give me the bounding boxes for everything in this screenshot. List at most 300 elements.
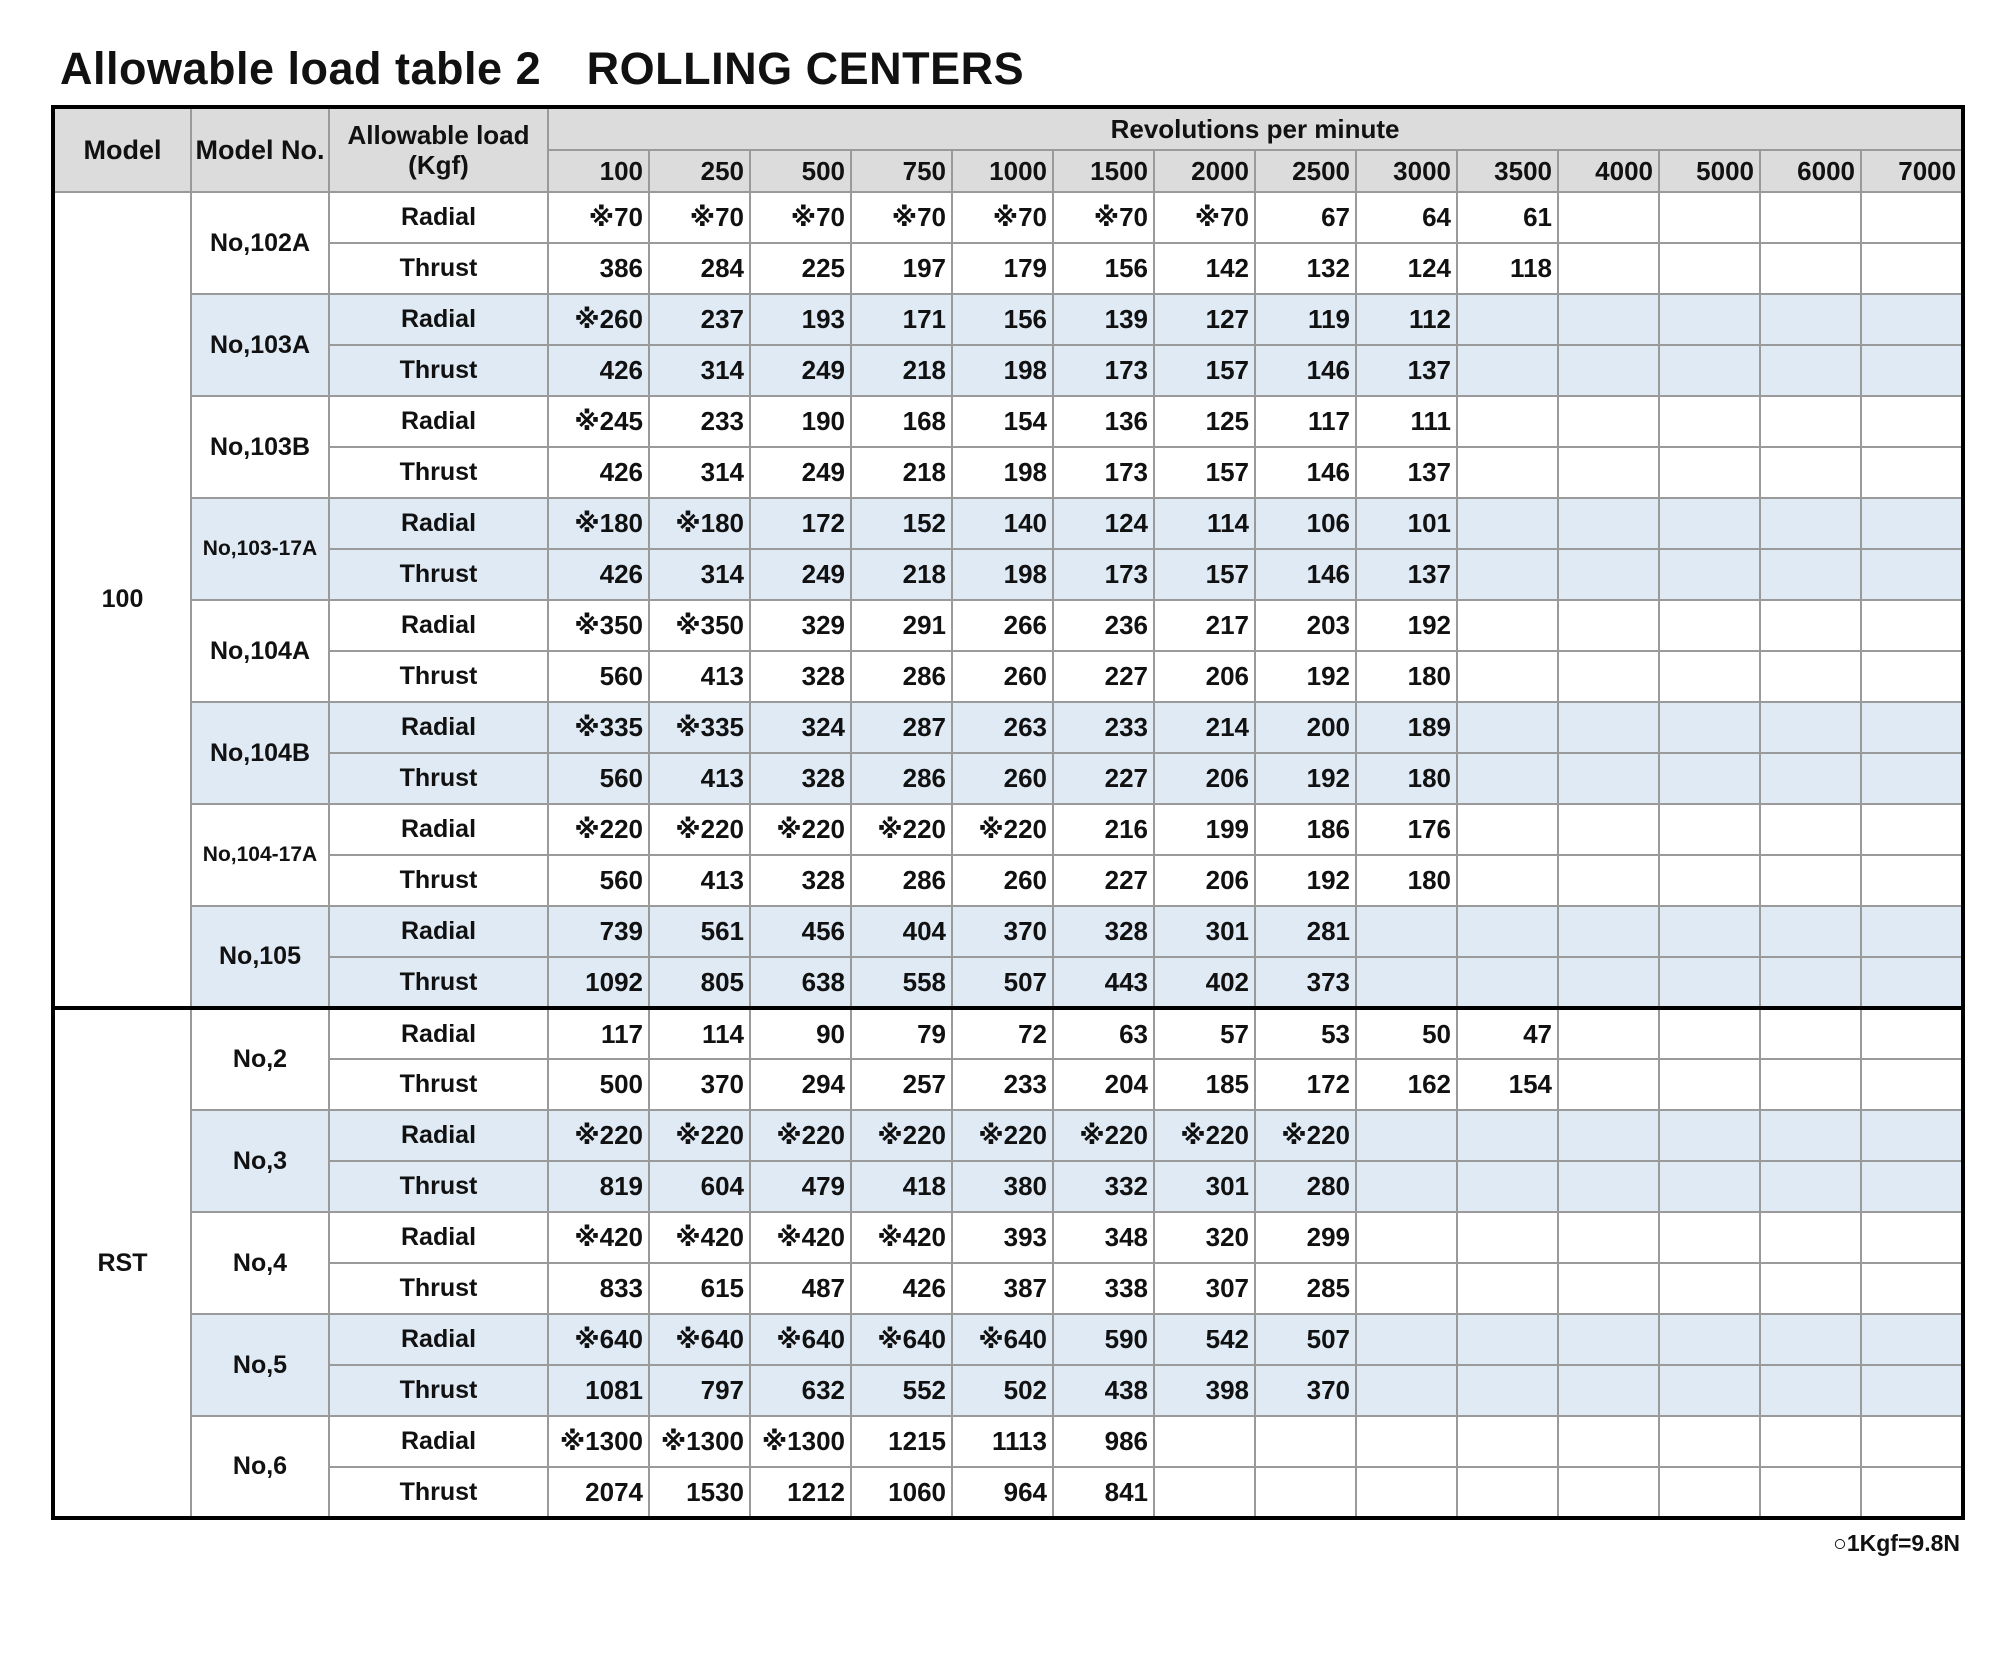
value-cell: 198 bbox=[952, 549, 1053, 600]
table-row bbox=[53, 1467, 1963, 1518]
value-cell: 507 bbox=[952, 957, 1053, 1008]
value-cell bbox=[1356, 1365, 1457, 1416]
table-row bbox=[53, 1365, 1963, 1416]
value-cell bbox=[1558, 1467, 1659, 1518]
value-cell: 560 bbox=[548, 753, 649, 804]
load-type-thrust: Thrust bbox=[329, 243, 548, 294]
value-cell: ※70 bbox=[548, 192, 649, 243]
value-cell: 329 bbox=[750, 600, 851, 651]
value-cell: ※640 bbox=[548, 1314, 649, 1365]
load-type-thrust: Thrust bbox=[329, 957, 548, 1008]
load-type-thrust: Thrust bbox=[329, 753, 548, 804]
value-cell bbox=[1659, 549, 1760, 600]
value-cell bbox=[1861, 1314, 1963, 1365]
value-cell: 615 bbox=[649, 1263, 750, 1314]
table-row bbox=[53, 804, 1963, 855]
value-cell: 50 bbox=[1356, 1008, 1457, 1059]
load-type-radial: Radial bbox=[329, 804, 548, 855]
table-row bbox=[53, 957, 1963, 1008]
header-speed-3500: 3500 bbox=[1457, 150, 1558, 192]
value-cell bbox=[1659, 702, 1760, 753]
value-cell: 348 bbox=[1053, 1212, 1154, 1263]
value-cell: 190 bbox=[750, 396, 851, 447]
value-cell: 805 bbox=[649, 957, 750, 1008]
value-cell bbox=[1760, 447, 1861, 498]
value-cell bbox=[1760, 702, 1861, 753]
value-cell: 456 bbox=[750, 906, 851, 957]
table-row bbox=[53, 651, 1963, 702]
value-cell: ※70 bbox=[750, 192, 851, 243]
value-cell bbox=[1659, 957, 1760, 1008]
value-cell bbox=[1659, 651, 1760, 702]
value-cell: 132 bbox=[1255, 243, 1356, 294]
value-cell: 281 bbox=[1255, 906, 1356, 957]
value-cell: ※220 bbox=[548, 804, 649, 855]
header-speed-500: 500 bbox=[750, 150, 851, 192]
value-cell: 79 bbox=[851, 1008, 952, 1059]
value-cell bbox=[1457, 600, 1558, 651]
value-cell: 157 bbox=[1154, 447, 1255, 498]
value-cell bbox=[1861, 1263, 1963, 1314]
value-cell: 638 bbox=[750, 957, 851, 1008]
value-cell bbox=[1457, 498, 1558, 549]
value-cell: ※180 bbox=[649, 498, 750, 549]
value-cell bbox=[1457, 906, 1558, 957]
value-cell: ※220 bbox=[1255, 1110, 1356, 1161]
value-cell bbox=[1457, 1263, 1558, 1314]
value-cell bbox=[1760, 1416, 1861, 1467]
value-cell: 285 bbox=[1255, 1263, 1356, 1314]
value-cell: 507 bbox=[1255, 1314, 1356, 1365]
value-cell: 332 bbox=[1053, 1161, 1154, 1212]
value-cell bbox=[1760, 957, 1861, 1008]
value-cell: 426 bbox=[548, 447, 649, 498]
value-cell bbox=[1760, 1212, 1861, 1263]
value-cell: 373 bbox=[1255, 957, 1356, 1008]
value-cell bbox=[1457, 855, 1558, 906]
value-cell: 157 bbox=[1154, 549, 1255, 600]
value-cell bbox=[1760, 1161, 1861, 1212]
value-cell: 146 bbox=[1255, 345, 1356, 396]
value-cell: 502 bbox=[952, 1365, 1053, 1416]
value-cell: 280 bbox=[1255, 1161, 1356, 1212]
value-cell: 203 bbox=[1255, 600, 1356, 651]
value-cell bbox=[1659, 1467, 1760, 1518]
table-row bbox=[53, 498, 1963, 549]
value-cell: 173 bbox=[1053, 345, 1154, 396]
value-cell: ※335 bbox=[548, 702, 649, 753]
value-cell: 328 bbox=[1053, 906, 1154, 957]
load-type-thrust: Thrust bbox=[329, 447, 548, 498]
value-cell: 260 bbox=[952, 855, 1053, 906]
value-cell bbox=[1558, 1365, 1659, 1416]
value-cell: 206 bbox=[1154, 651, 1255, 702]
load-type-radial: Radial bbox=[329, 498, 548, 549]
load-type-thrust: Thrust bbox=[329, 345, 548, 396]
value-cell bbox=[1861, 243, 1963, 294]
value-cell: 328 bbox=[750, 651, 851, 702]
value-cell: 101 bbox=[1356, 498, 1457, 549]
value-cell bbox=[1457, 1161, 1558, 1212]
load-type-thrust: Thrust bbox=[329, 1161, 548, 1212]
model-no-cell: No,2 bbox=[191, 1008, 329, 1110]
value-cell: 2074 bbox=[548, 1467, 649, 1518]
table-row bbox=[53, 294, 1963, 345]
value-cell: 127 bbox=[1154, 294, 1255, 345]
header-speed-250: 250 bbox=[649, 150, 750, 192]
value-cell bbox=[1760, 396, 1861, 447]
value-cell bbox=[1356, 1314, 1457, 1365]
value-cell: 260 bbox=[952, 753, 1053, 804]
load-type-thrust: Thrust bbox=[329, 1365, 548, 1416]
value-cell: ※640 bbox=[649, 1314, 750, 1365]
value-cell bbox=[1558, 1161, 1659, 1212]
value-cell: 380 bbox=[952, 1161, 1053, 1212]
value-cell: ※1300 bbox=[750, 1416, 851, 1467]
value-cell: ※70 bbox=[952, 192, 1053, 243]
value-cell: 1212 bbox=[750, 1467, 851, 1518]
value-cell: 561 bbox=[649, 906, 750, 957]
value-cell bbox=[1861, 702, 1963, 753]
value-cell bbox=[1558, 345, 1659, 396]
value-cell: ※640 bbox=[750, 1314, 851, 1365]
value-cell: 173 bbox=[1053, 447, 1154, 498]
value-cell bbox=[1457, 804, 1558, 855]
model-no-cell: No,104A bbox=[191, 600, 329, 702]
value-cell: 286 bbox=[851, 651, 952, 702]
value-cell bbox=[1659, 447, 1760, 498]
value-cell: 72 bbox=[952, 1008, 1053, 1059]
load-type-radial: Radial bbox=[329, 1008, 548, 1059]
table-row bbox=[53, 753, 1963, 804]
value-cell bbox=[1659, 855, 1760, 906]
value-cell: 286 bbox=[851, 753, 952, 804]
page-title: Allowable load table 2 ROLLING CENTERS bbox=[60, 43, 1025, 94]
value-cell: 118 bbox=[1457, 243, 1558, 294]
table-row bbox=[53, 549, 1963, 600]
value-cell: 426 bbox=[548, 549, 649, 600]
value-cell bbox=[1760, 1263, 1861, 1314]
value-cell: 739 bbox=[548, 906, 649, 957]
value-cell bbox=[1558, 855, 1659, 906]
value-cell bbox=[1861, 957, 1963, 1008]
value-cell: 314 bbox=[649, 345, 750, 396]
value-cell bbox=[1457, 294, 1558, 345]
table-row bbox=[53, 1008, 1963, 1059]
header-allowable-load bbox=[329, 107, 548, 192]
load-type-radial: Radial bbox=[329, 1212, 548, 1263]
value-cell bbox=[1457, 1314, 1558, 1365]
load-type-radial: Radial bbox=[329, 396, 548, 447]
value-cell: 301 bbox=[1154, 906, 1255, 957]
value-cell: 833 bbox=[548, 1263, 649, 1314]
value-cell bbox=[1558, 396, 1659, 447]
value-cell: ※70 bbox=[851, 192, 952, 243]
value-cell bbox=[1457, 1365, 1558, 1416]
value-cell: 590 bbox=[1053, 1314, 1154, 1365]
load-type-thrust: Thrust bbox=[329, 1059, 548, 1110]
value-cell bbox=[1861, 1467, 1963, 1518]
value-cell: 284 bbox=[649, 243, 750, 294]
value-cell: ※220 bbox=[750, 804, 851, 855]
value-cell: 370 bbox=[952, 906, 1053, 957]
header-speed-7000: 7000 bbox=[1861, 150, 1963, 192]
value-cell: ※220 bbox=[1154, 1110, 1255, 1161]
value-cell: 398 bbox=[1154, 1365, 1255, 1416]
value-cell: 257 bbox=[851, 1059, 952, 1110]
value-cell: 249 bbox=[750, 447, 851, 498]
table-row bbox=[53, 702, 1963, 753]
value-cell bbox=[1659, 1161, 1760, 1212]
value-cell: ※70 bbox=[649, 192, 750, 243]
value-cell bbox=[1255, 1416, 1356, 1467]
value-cell: 57 bbox=[1154, 1008, 1255, 1059]
value-cell bbox=[1457, 396, 1558, 447]
value-cell: 413 bbox=[649, 855, 750, 906]
value-cell: 204 bbox=[1053, 1059, 1154, 1110]
value-cell: 299 bbox=[1255, 1212, 1356, 1263]
value-cell bbox=[1659, 1110, 1760, 1161]
value-cell bbox=[1558, 957, 1659, 1008]
value-cell: 117 bbox=[548, 1008, 649, 1059]
table-row bbox=[53, 855, 1963, 906]
value-cell bbox=[1659, 600, 1760, 651]
value-cell bbox=[1861, 498, 1963, 549]
model-cell: RST bbox=[53, 1008, 191, 1518]
header-unit: (Kgf) bbox=[408, 150, 469, 180]
value-cell: 233 bbox=[649, 396, 750, 447]
value-cell bbox=[1356, 1212, 1457, 1263]
value-cell bbox=[1356, 906, 1457, 957]
value-cell bbox=[1558, 753, 1659, 804]
value-cell: 260 bbox=[952, 651, 1053, 702]
value-cell: 119 bbox=[1255, 294, 1356, 345]
value-cell: 294 bbox=[750, 1059, 851, 1110]
value-cell bbox=[1356, 1110, 1457, 1161]
value-cell bbox=[1659, 906, 1760, 957]
value-cell bbox=[1861, 549, 1963, 600]
value-cell: 426 bbox=[548, 345, 649, 396]
value-cell: 206 bbox=[1154, 855, 1255, 906]
header-model: Model bbox=[53, 107, 191, 192]
value-cell bbox=[1760, 1059, 1861, 1110]
value-cell: 225 bbox=[750, 243, 851, 294]
value-cell: 314 bbox=[649, 549, 750, 600]
value-cell: 173 bbox=[1053, 549, 1154, 600]
value-cell: ※1300 bbox=[548, 1416, 649, 1467]
value-cell: 291 bbox=[851, 600, 952, 651]
header-rpm: Revolutions per minute bbox=[548, 107, 1963, 150]
header-speed-750: 750 bbox=[851, 150, 952, 192]
table-row bbox=[53, 396, 1963, 447]
value-cell: 214 bbox=[1154, 702, 1255, 753]
value-cell: 438 bbox=[1053, 1365, 1154, 1416]
value-cell: 233 bbox=[1053, 702, 1154, 753]
value-cell bbox=[1558, 1212, 1659, 1263]
value-cell: 560 bbox=[548, 651, 649, 702]
header-speed-3000: 3000 bbox=[1356, 150, 1457, 192]
value-cell bbox=[1356, 1263, 1457, 1314]
value-cell: 192 bbox=[1255, 651, 1356, 702]
table-row bbox=[53, 243, 1963, 294]
value-cell bbox=[1760, 855, 1861, 906]
value-cell: 314 bbox=[649, 447, 750, 498]
value-cell: 233 bbox=[952, 1059, 1053, 1110]
value-cell: 287 bbox=[851, 702, 952, 753]
value-cell: 192 bbox=[1255, 855, 1356, 906]
value-cell bbox=[1659, 1263, 1760, 1314]
value-cell: 162 bbox=[1356, 1059, 1457, 1110]
value-cell bbox=[1659, 294, 1760, 345]
value-cell: 964 bbox=[952, 1467, 1053, 1518]
value-cell bbox=[1457, 753, 1558, 804]
model-no-cell: No,103A bbox=[191, 294, 329, 396]
value-cell: ※350 bbox=[649, 600, 750, 651]
value-cell: 125 bbox=[1154, 396, 1255, 447]
load-type-radial: Radial bbox=[329, 1416, 548, 1467]
value-cell: 117 bbox=[1255, 396, 1356, 447]
load-type-radial: Radial bbox=[329, 1314, 548, 1365]
value-cell: 1092 bbox=[548, 957, 649, 1008]
value-cell bbox=[1861, 651, 1963, 702]
value-cell: 168 bbox=[851, 396, 952, 447]
value-cell: 286 bbox=[851, 855, 952, 906]
value-cell bbox=[1861, 1110, 1963, 1161]
value-cell: 249 bbox=[750, 549, 851, 600]
value-cell bbox=[1356, 1467, 1457, 1518]
value-cell bbox=[1255, 1467, 1356, 1518]
value-cell: 1530 bbox=[649, 1467, 750, 1518]
value-cell: ※335 bbox=[649, 702, 750, 753]
value-cell: ※220 bbox=[952, 1110, 1053, 1161]
value-cell: 154 bbox=[952, 396, 1053, 447]
value-cell bbox=[1760, 804, 1861, 855]
value-cell: 114 bbox=[649, 1008, 750, 1059]
value-cell bbox=[1760, 192, 1861, 243]
load-type-thrust: Thrust bbox=[329, 1263, 548, 1314]
value-cell: 142 bbox=[1154, 243, 1255, 294]
value-cell: 63 bbox=[1053, 1008, 1154, 1059]
value-cell bbox=[1659, 753, 1760, 804]
value-cell: 106 bbox=[1255, 498, 1356, 549]
value-cell: ※220 bbox=[548, 1110, 649, 1161]
value-cell: ※350 bbox=[548, 600, 649, 651]
load-type-radial: Radial bbox=[329, 906, 548, 957]
value-cell bbox=[1659, 804, 1760, 855]
value-cell bbox=[1558, 294, 1659, 345]
header-speed-4000: 4000 bbox=[1558, 150, 1659, 192]
value-cell: 218 bbox=[851, 549, 952, 600]
value-cell bbox=[1558, 651, 1659, 702]
value-cell: 404 bbox=[851, 906, 952, 957]
value-cell: 370 bbox=[649, 1059, 750, 1110]
value-cell bbox=[1558, 549, 1659, 600]
value-cell: 338 bbox=[1053, 1263, 1154, 1314]
value-cell bbox=[1558, 906, 1659, 957]
value-cell: 47 bbox=[1457, 1008, 1558, 1059]
value-cell: 217 bbox=[1154, 600, 1255, 651]
value-cell: 53 bbox=[1255, 1008, 1356, 1059]
header-speed-6000: 6000 bbox=[1760, 150, 1861, 192]
value-cell: 216 bbox=[1053, 804, 1154, 855]
value-cell: 413 bbox=[649, 651, 750, 702]
value-cell: ※220 bbox=[1053, 1110, 1154, 1161]
value-cell: 387 bbox=[952, 1263, 1053, 1314]
value-cell bbox=[1760, 651, 1861, 702]
value-cell bbox=[1659, 1416, 1760, 1467]
footnote: ○1Kgf=9.8N bbox=[1832, 1530, 1960, 1556]
value-cell: 328 bbox=[750, 753, 851, 804]
value-cell bbox=[1861, 753, 1963, 804]
model-no-cell: No,102A bbox=[191, 192, 329, 294]
value-cell: ※70 bbox=[1154, 192, 1255, 243]
value-cell: ※245 bbox=[548, 396, 649, 447]
value-cell bbox=[1861, 1059, 1963, 1110]
value-cell: 185 bbox=[1154, 1059, 1255, 1110]
value-cell: 156 bbox=[1053, 243, 1154, 294]
value-cell bbox=[1861, 345, 1963, 396]
table-row bbox=[53, 1416, 1963, 1467]
value-cell bbox=[1457, 1110, 1558, 1161]
load-type-thrust: Thrust bbox=[329, 549, 548, 600]
value-cell: 986 bbox=[1053, 1416, 1154, 1467]
header-speed-100: 100 bbox=[548, 150, 649, 192]
model-no-cell: No,3 bbox=[191, 1110, 329, 1212]
value-cell bbox=[1861, 1365, 1963, 1416]
value-cell bbox=[1457, 1212, 1558, 1263]
value-cell bbox=[1760, 1365, 1861, 1416]
value-cell bbox=[1659, 192, 1760, 243]
value-cell: 386 bbox=[548, 243, 649, 294]
value-cell bbox=[1760, 1008, 1861, 1059]
value-cell: 301 bbox=[1154, 1161, 1255, 1212]
value-cell: ※220 bbox=[952, 804, 1053, 855]
value-cell: 266 bbox=[952, 600, 1053, 651]
value-cell: 819 bbox=[548, 1161, 649, 1212]
value-cell bbox=[1558, 1059, 1659, 1110]
value-cell: 1113 bbox=[952, 1416, 1053, 1467]
value-cell: 90 bbox=[750, 1008, 851, 1059]
header-speed-1000: 1000 bbox=[952, 150, 1053, 192]
value-cell: 841 bbox=[1053, 1467, 1154, 1518]
value-cell bbox=[1861, 855, 1963, 906]
value-cell bbox=[1861, 1161, 1963, 1212]
value-cell bbox=[1457, 651, 1558, 702]
value-cell: ※1300 bbox=[649, 1416, 750, 1467]
value-cell: 146 bbox=[1255, 549, 1356, 600]
value-cell bbox=[1558, 1263, 1659, 1314]
value-cell: 199 bbox=[1154, 804, 1255, 855]
value-cell bbox=[1659, 396, 1760, 447]
value-cell: 443 bbox=[1053, 957, 1154, 1008]
load-type-radial: Radial bbox=[329, 192, 548, 243]
value-cell bbox=[1760, 600, 1861, 651]
value-cell: 137 bbox=[1356, 549, 1457, 600]
header-speed-2500: 2500 bbox=[1255, 150, 1356, 192]
value-cell bbox=[1659, 1365, 1760, 1416]
value-cell: 64 bbox=[1356, 192, 1457, 243]
value-cell bbox=[1457, 549, 1558, 600]
value-cell: 112 bbox=[1356, 294, 1457, 345]
value-cell: 171 bbox=[851, 294, 952, 345]
value-cell bbox=[1154, 1416, 1255, 1467]
value-cell: 370 bbox=[1255, 1365, 1356, 1416]
value-cell: 632 bbox=[750, 1365, 851, 1416]
value-cell: 604 bbox=[649, 1161, 750, 1212]
value-cell: 1081 bbox=[548, 1365, 649, 1416]
value-cell: 111 bbox=[1356, 396, 1457, 447]
value-cell bbox=[1457, 447, 1558, 498]
